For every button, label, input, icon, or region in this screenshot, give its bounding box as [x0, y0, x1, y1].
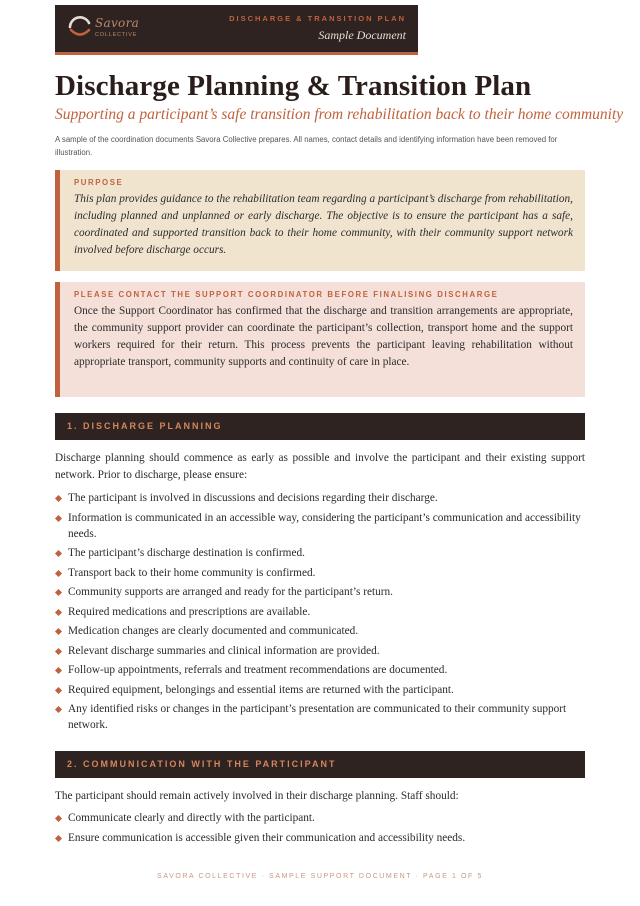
- section-1-heading: 1. DISCHARGE PLANNING: [67, 421, 223, 431]
- list-item: Community supports are arranged and ready for the participant’s return.: [55, 584, 585, 600]
- header-document-title: DISCHARGE & TRANSITION PLAN: [229, 14, 406, 23]
- list-item: The participant’s discharge destination is confirmed.: [55, 545, 585, 561]
- section-2-heading-bar: [55, 751, 585, 778]
- section-2-intro: The participant should remain actively involved in their discharge planning. Staff should:: [55, 790, 459, 802]
- page-subtitle: Supporting a participant’s safe transition from rehabilitation back to their home community: [55, 106, 624, 123]
- list-item: Required medications and prescriptions are available.: [55, 604, 585, 620]
- list-item: Information is communicated in an accessible way, considering the participant’s communication and accessibility needs.: [55, 510, 585, 542]
- section-1-checklist: [55, 490, 585, 737]
- logo-name: Savora: [95, 16, 140, 30]
- page-title: Discharge Planning & Transition Plan: [55, 70, 532, 102]
- contact-text: Once the Support Coordinator has confirmed that the discharge and transition arrangements are appropriate, the community support provider can coordinate the participant’s collection, transport home and the support workers required for their return. This process prevents the participant leaving rehabilitation without appropriate transport, community supports and continuity of care in place.: [74, 305, 573, 368]
- purpose-text: This plan provides guidance to the rehabilitation team regarding a participant’s discharge from rehabilitation, including planned and unplanned or early discharge. The objective is to ensure the participant has a safe, coordinated and supported transition back to their home community, with their community support network involved before discharge occurs.: [74, 193, 573, 256]
- section-1-heading-bar: [55, 413, 585, 440]
- section-1-intro: Discharge planning should commence as early as possible and involve the participant and their existing support network. Prior to discharge, please ensure:: [55, 452, 585, 481]
- intro-note: A sample of the coordination documents Savora Collective prepares. All names, contact details and identifying information have been removed for illustration.: [55, 135, 558, 157]
- contact-label: PLEASE CONTACT THE SUPPORT COORDINATOR BEFORE FINALISING DISCHARGE: [74, 290, 499, 299]
- list-item: The participant is involved in discussions and decisions regarding their discharge.: [55, 490, 585, 506]
- list-item: Required equipment, belongings and essential items are returned with the participant.: [55, 682, 585, 698]
- list-item: Relevant discharge summaries and clinical information are provided.: [55, 643, 585, 659]
- logo-mark-icon: [67, 13, 93, 41]
- purpose-callout: [55, 170, 585, 271]
- section-2-checklist: [55, 810, 585, 849]
- list-item: Follow-up appointments, referrals and treatment recommendations are documented.: [55, 662, 585, 678]
- list-item: Communicate clearly and directly with the participant.: [55, 810, 585, 826]
- list-item: Medication changes are clearly documented and communicated.: [55, 623, 585, 639]
- page-footer: SAVORA COLLECTIVE · SAMPLE SUPPORT DOCUMENT · PAGE 1 OF 5: [157, 873, 483, 880]
- list-item: Any identified risks or changes in the participant’s presentation are communicated to their community support network.: [55, 701, 585, 733]
- purpose-label: PURPOSE: [74, 178, 124, 187]
- section-2-heading: 2. COMMUNICATION WITH THE PARTICIPANT: [67, 759, 337, 769]
- list-item: Transport back to their home community is confirmed.: [55, 565, 585, 581]
- document-header: [55, 5, 418, 55]
- header-document-subtitle: Sample Document: [318, 28, 406, 42]
- brand-logo: [67, 13, 140, 45]
- list-item: Ensure communication is accessible given their communication and accessibility needs.: [55, 830, 585, 846]
- contact-callout: [55, 282, 585, 397]
- logo-subtitle: COLLECTIVE: [95, 32, 138, 38]
